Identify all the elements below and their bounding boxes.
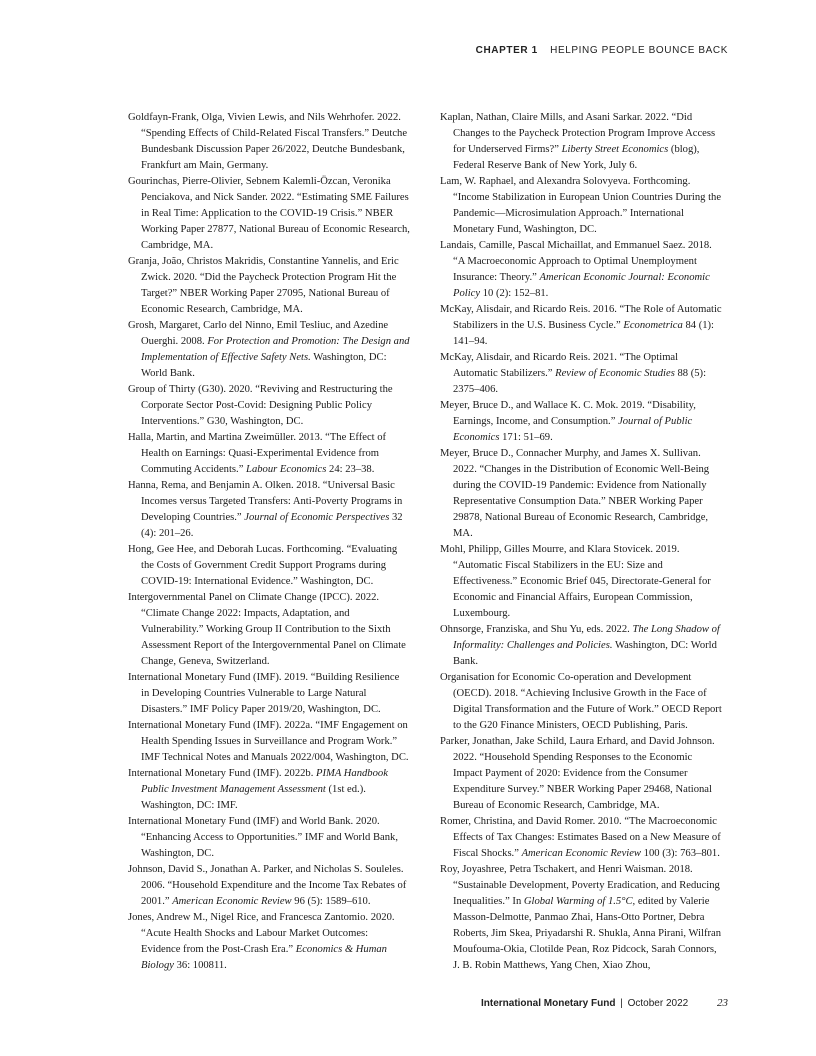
reference-text: 36: 100811. bbox=[173, 960, 227, 971]
reference-text: Group of Thirty (G30). 2020. “Reviving and Restructuring the Corporate Sector Post-Covid: Designing Public Policy Interventions.” G30, Washington, DC. bbox=[128, 384, 393, 427]
reference-text: International Monetary Fund (IMF). 2019. “Building Resilience in Developing Countries Vulnerable to Large Natural Disasters.” IMF Policy Paper 2019/20, Washington, DC. bbox=[128, 672, 400, 715]
reference-text: Johnson, David S., Jonathan A. Parker, and Nicholas S. Souleles. 2006. “Household Expenditure and the Income Tax Rebates of 2001.” bbox=[128, 864, 407, 907]
reference-title-italic: PIMA Handbook Public Investment Management Assessment bbox=[141, 768, 388, 795]
reference-entry bbox=[440, 862, 722, 974]
reference-title-italic: Economics & Human Biology bbox=[141, 944, 387, 971]
reference-entry bbox=[440, 446, 722, 542]
reference-title-italic: American Economic Journal: Economic Policy bbox=[453, 272, 710, 299]
reference-text: (blog), Federal Reserve Bank of New York, July 6. bbox=[453, 144, 700, 171]
reference-text: 88 (5): 2375–406. bbox=[453, 368, 707, 395]
reference-entry bbox=[128, 478, 410, 542]
reference-entry bbox=[128, 542, 410, 590]
footer-separator: | bbox=[620, 998, 623, 1009]
reference-text: Gourinchas, Pierre-Olivier, Sebnem Kalemli-Özcan, Veronika Penciakova, and Nick Sander. 2022. “Estimating SME Failures in Real Time: Application to the COVID-19 Crisis.” NBER Working Paper 27877, National Bureau of Economic Research, Cambridge, MA. bbox=[128, 176, 410, 251]
reference-text: Washington, DC: World Bank. bbox=[141, 352, 387, 379]
reference-text: Washington, DC: World Bank. bbox=[453, 640, 717, 667]
reference-title-italic: For Protection and Promotion: The Design and Implementation of Effective Safety Nets. bbox=[141, 336, 410, 363]
reference-text: 84 (1): 141–94. bbox=[453, 320, 714, 347]
reference-entry bbox=[440, 670, 722, 734]
reference-entry bbox=[128, 430, 410, 478]
reference-text: International Monetary Fund (IMF). 2022b. bbox=[128, 768, 317, 779]
reference-entry bbox=[128, 590, 410, 670]
reference-text: Roy, Joyashree, Petra Tschakert, and Henri Waisman. 2018. “Sustainable Development, Poverty Eradication, and Reducing Inequalities.” In bbox=[440, 864, 720, 907]
reference-text: Jones, Andrew M., Nigel Rice, and Francesca Zantomio. 2020. “Acute Health Shocks and Labour Market Outcomes: Evidence from the Post-Crash Era.” bbox=[128, 912, 395, 955]
reference-text: Goldfayn-Frank, Olga, Vivien Lewis, and Nils Wehrhofer. 2022. “Spending Effects of Child-Related Fiscal Transfers.” Deutche Bundesbank Discussion Paper 26/2022, Deutche Bundesbank, Frankfurt am Main, Germany. bbox=[128, 112, 408, 171]
reference-entry bbox=[128, 110, 410, 174]
reference-entry bbox=[128, 382, 410, 430]
reference-text: International Monetary Fund (IMF) and World Bank. 2020. “Enhancing Access to Opportunities.” IMF and World Bank, Washington, DC. bbox=[128, 816, 398, 859]
reference-title-italic: Journal of Economic Perspectives bbox=[244, 512, 390, 523]
reference-text: 171: 51–69. bbox=[499, 432, 553, 443]
reference-title-italic: American Economic Review bbox=[172, 896, 292, 907]
reference-text: 24: 23–38. bbox=[326, 464, 375, 475]
reference-title-italic: Econometrica bbox=[623, 320, 683, 331]
reference-text: Kaplan, Nathan, Claire Mills, and Asani Sarkar. 2022. “Did Changes to the Paycheck Protection Program Improve Access for Underserved Firms?” bbox=[440, 112, 716, 155]
footer-publisher: International Monetary Fund bbox=[480, 998, 616, 1009]
references-column-left bbox=[128, 110, 410, 974]
reference-text: Landais, Camille, Pascal Michaillat, and Emmanuel Saez. 2018. “A Macroeconomic Approach to Optimal Unemployment Insurance: Theory.” bbox=[440, 240, 712, 283]
reference-title-italic: American Economic Review bbox=[521, 848, 641, 859]
reference-text: Lam, W. Raphael, and Alexandra Solovyeva. Forthcoming. “Income Stabilization in European Union Countries During the Pandemic—Microsimulation Approach.” International Monetary Fund, Washington, DC. bbox=[440, 176, 722, 235]
reference-text: Ohnsorge, Franziska, and Shu Yu, eds. 2022. bbox=[440, 624, 633, 635]
reference-text: Meyer, Bruce D., and Wallace K. C. Mok. 2019. “Disability, Earnings, Income, and Consumption.” bbox=[440, 400, 696, 427]
reference-entry bbox=[128, 670, 410, 718]
reference-entry bbox=[128, 718, 410, 766]
reference-entry bbox=[440, 542, 722, 622]
reference-text: McKay, Alisdair, and Ricardo Reis. 2021. “The Optimal Automatic Stabilizers.” bbox=[440, 352, 679, 379]
reference-text: Grosh, Margaret, Carlo del Ninno, Emil Tesliuc, and Azedine Ouerghi. 2008. bbox=[128, 320, 389, 347]
reference-entry bbox=[440, 814, 722, 862]
reference-entry bbox=[440, 302, 722, 350]
reference-title-italic: Liberty Street Economics bbox=[561, 144, 669, 155]
reference-text: Halla, Martin, and Martina Zweimüller. 2013. “The Effect of Health on Earnings: Quasi-Experimental Evidence from Commuting Accidents.” bbox=[128, 432, 387, 475]
reference-entry bbox=[128, 910, 410, 974]
reference-entry bbox=[440, 734, 722, 814]
reference-title-italic: Review of Economic Studies bbox=[555, 368, 675, 379]
reference-entry bbox=[128, 862, 410, 910]
reference-entry bbox=[440, 110, 722, 174]
reference-text: Meyer, Bruce D., Connacher Murphy, and James X. Sullivan. 2022. “Changes in the Distribution of Economic Well-Being during the COVID-19 Pandemic: Evidence from Nationally Representative Consumption Data.” NBER Working Paper 29878, National Bureau of Economic Research, Cambridge, MA. bbox=[440, 448, 710, 539]
reference-text: 10 (2): 152–81. bbox=[480, 288, 549, 299]
reference-entry bbox=[128, 766, 410, 814]
reference-title-italic: Journal of Public Economics bbox=[453, 416, 693, 443]
reference-text: 96 (5): 1589–610. bbox=[291, 896, 371, 907]
reference-entry bbox=[128, 318, 410, 382]
reference-text: International Monetary Fund (IMF). 2022a. “IMF Engagement on Health Spending Issues in Surveillance and Program Work.” IMF Technical Notes and Manuals 2022/004, Washington, DC. bbox=[128, 720, 409, 763]
reference-text: 32 (4): 201–26. bbox=[141, 512, 403, 539]
reference-entry bbox=[128, 174, 410, 254]
reference-entry bbox=[128, 254, 410, 318]
reference-title-italic: Global Warming of 1.5°C, bbox=[523, 896, 636, 907]
reference-text: Hong, Gee Hee, and Deborah Lucas. Forthcoming. “Evaluating the Costs of Government Credit Support Programs during COVID-19: International Evidence.” Washington, DC. bbox=[128, 544, 398, 587]
reference-entry bbox=[440, 174, 722, 238]
reference-entry bbox=[128, 814, 410, 862]
reference-entry bbox=[440, 238, 722, 302]
reference-text: Mohl, Philipp, Gilles Mourre, and Klara Stovicek. 2019. “Automatic Fiscal Stabilizers in the EU: Size and Effectiveness.” Economic Brief 045, Directorate-General for Economic and Financial Affairs, European Commission, Luxembourg. bbox=[440, 544, 711, 619]
reference-text: 100 (3): 763–801. bbox=[641, 848, 720, 859]
reference-text: Romer, Christina, and David Romer. 2010. “The Macroeconomic Effects of Tax Changes: Estimates Based on a New Measure of Fiscal Shocks.” bbox=[440, 816, 721, 859]
chapter-label: CHAPTER 1 bbox=[475, 45, 538, 56]
reference-text: Intergovernmental Panel on Climate Change (IPCC). 2022. “Climate Change 2022: Impacts, Adaptation, and Vulnerability.” Working Group II Contribution to the Sixth Assessment Report of the Intergovernmental Panel on Climate Change, Geneva, Switzerland. bbox=[128, 592, 406, 667]
chapter-title: HELPING PEOPLE BOUNCE BACK bbox=[550, 45, 728, 56]
page-number: 23 bbox=[717, 997, 728, 1009]
reference-title-italic: The Long Shadow of Informality: Challenges and Policies. bbox=[453, 624, 720, 651]
reference-title-italic: Labour Economics bbox=[246, 464, 327, 475]
reference-text: Parker, Jonathan, Jake Schild, Laura Erhard, and David Johnson. 2022. “Household Spending Responses to the Economic Impact Payment of 2020: Evidence from the Consumer Expenditure Survey.” NBER Working Paper 29468, National Bureau of Economic Research, Cambridge, MA. bbox=[440, 736, 715, 811]
reference-text: (1st ed.). Washington, DC: IMF. bbox=[141, 784, 366, 811]
reference-text: McKay, Alisdair, and Ricardo Reis. 2016. “The Role of Automatic Stabilizers in the U.S. Business Cycle.” bbox=[440, 304, 722, 331]
reference-text: Granja, João, Christos Makridis, Constantine Yannelis, and Eric Zwick. 2020. “Did the Paycheck Protection Program Hit the Target?” NBER Working Paper 27095, National Bureau of Economic Research, Cambridge, MA. bbox=[128, 256, 399, 315]
running-header bbox=[476, 45, 728, 56]
reference-entry bbox=[440, 622, 722, 670]
reference-entry bbox=[440, 398, 722, 446]
reference-text: Organisation for Economic Co-operation and Development (OECD). 2018. “Achieving Inclusive Growth in the Face of Digital Transformation and the Future of Work.” OECD Report to the G20 Finance Ministers, OECD Publishing, Paris. bbox=[440, 672, 722, 731]
references-column-right bbox=[440, 110, 722, 974]
reference-entry bbox=[440, 350, 722, 398]
page-footer bbox=[0, 997, 728, 1009]
reference-text: edited by Valerie Masson-Delmotte, Panmao Zhai, Hans-Otto Portner, Debra Roberts, Jim Skea, Priyadarshi R. Shukla, Anna Pirani, Wilfran Moufouma-Okia, Clotilde Pean, Roz Pidcock, Sarah Connors, J. B. Robin Matthews, Yang Chen, Xiao Zhou, bbox=[453, 896, 722, 971]
reference-text: Hanna, Rema, and Benjamin A. Olken. 2018. “Universal Basic Incomes versus Targeted Transfers: Anti-Poverty Programs in Developing Countries.” bbox=[128, 480, 403, 523]
footer-date: October 2022 bbox=[627, 998, 689, 1009]
